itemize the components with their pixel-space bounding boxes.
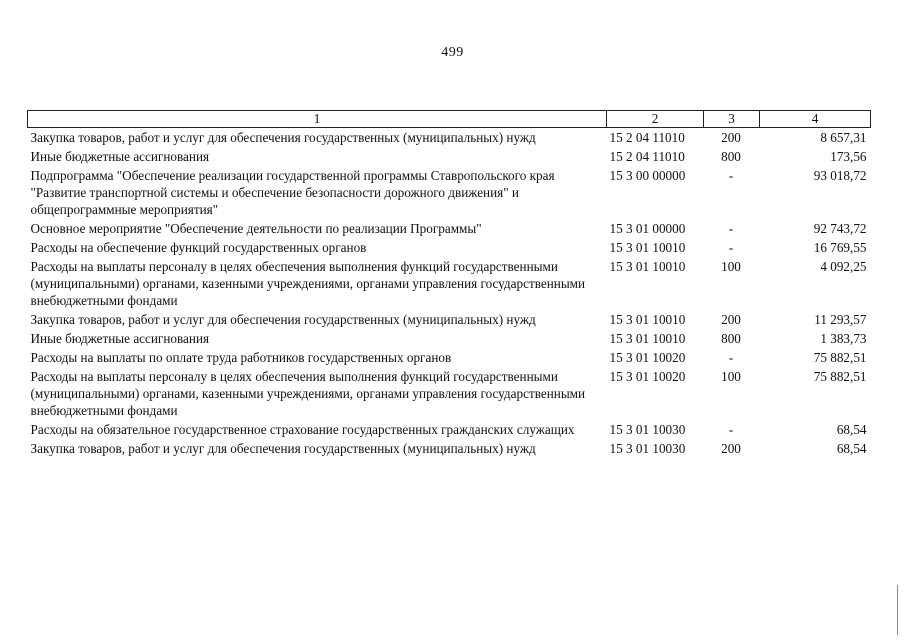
row-amount: 92 743,72 — [813, 221, 867, 236]
row-name: Подпрограмма "Обеспечение реализации государственной программы Ставропольского края "Развитие транспортной системы и обеспечение безопасности дорожного движения" и общепрограммные мероприятия" — [30, 168, 555, 217]
table-row — [28, 128, 871, 148]
table-row — [28, 367, 871, 420]
table-row — [28, 147, 871, 166]
table-header — [28, 111, 871, 128]
scan-edge-mark — [897, 585, 898, 635]
row-type: 800 — [721, 149, 741, 164]
row-type: - — [728, 221, 734, 236]
row-code: 15 3 01 10030 — [609, 422, 686, 437]
table-row — [28, 310, 871, 329]
header-row — [28, 111, 871, 128]
row-type: 800 — [721, 331, 741, 346]
header-col-1: 1 — [28, 111, 607, 128]
header-col-3: 3 — [704, 111, 760, 128]
table-row — [28, 257, 871, 310]
row-type: 200 — [721, 312, 741, 327]
row-code: 15 2 04 11010 — [609, 149, 685, 164]
row-code: 15 3 00 00000 — [609, 168, 686, 183]
row-type: - — [728, 422, 734, 437]
table-row — [28, 219, 871, 238]
page-number: 499 — [441, 45, 464, 60]
table-row — [28, 166, 871, 219]
row-code: 15 2 04 11010 — [609, 130, 685, 145]
row-amount: 1 383,73 — [820, 331, 867, 346]
row-type: 100 — [721, 259, 741, 274]
row-code: 15 3 01 10010 — [609, 240, 686, 255]
row-name: Расходы на выплаты по оплате труда работников государственных органов — [30, 350, 452, 365]
row-type: 100 — [721, 369, 741, 384]
row-code: 15 3 01 10010 — [609, 259, 686, 274]
row-type: 200 — [721, 130, 741, 145]
row-amount: 93 018,72 — [813, 168, 867, 183]
row-amount: 173,56 — [830, 149, 867, 164]
header-col-4: 4 — [760, 111, 871, 128]
row-amount: 11 293,57 — [814, 312, 867, 327]
row-name: Расходы на обеспечение функций государственных органов — [30, 240, 367, 255]
row-amount: 68,54 — [836, 422, 867, 437]
row-amount: 16 769,55 — [813, 240, 867, 255]
row-amount: 4 092,25 — [820, 259, 867, 274]
table-row — [28, 420, 871, 439]
row-name: Иные бюджетные ассигнования — [30, 149, 210, 164]
table-row — [28, 439, 871, 458]
row-name: Закупка товаров, работ и услуг для обеспечения государственных (муниципальных) нужд — [30, 441, 536, 456]
table-row — [28, 238, 871, 257]
budget-table — [27, 110, 871, 458]
table-body — [28, 128, 871, 459]
table-row — [28, 329, 871, 348]
row-type: - — [728, 168, 734, 183]
row-code: 15 3 01 00000 — [609, 221, 686, 236]
header-col-2: 2 — [607, 111, 704, 128]
row-name: Расходы на выплаты персоналу в целях обеспечения выполнения функций государственными (муниципальными) органами, казенными учреждениями, органами управления государственными внебюджетными фондами — [30, 259, 586, 308]
row-name: Закупка товаров, работ и услуг для обеспечения государственных (муниципальных) нужд — [30, 130, 536, 145]
row-type: - — [728, 240, 734, 255]
row-amount: 75 882,51 — [813, 350, 867, 365]
row-code: 15 3 01 10010 — [609, 312, 686, 327]
row-type: 200 — [721, 441, 741, 456]
row-name: Закупка товаров, работ и услуг для обеспечения государственных (муниципальных) нужд — [30, 312, 536, 327]
row-name: Расходы на обязательное государственное страхование государственных гражданских служащих — [30, 422, 575, 437]
row-name: Расходы на выплаты персоналу в целях обеспечения выполнения функций государственными (муниципальными) органами, казенными учреждениями, органами управления государственными внебюджетными фондами — [30, 369, 586, 418]
row-code: 15 3 01 10010 — [609, 331, 686, 346]
row-name: Основное мероприятие "Обеспечение деятельности по реализации Программы" — [30, 221, 482, 236]
row-amount: 8 657,31 — [820, 130, 867, 145]
row-amount: 75 882,51 — [813, 369, 867, 384]
row-code: 15 3 01 10020 — [609, 350, 686, 365]
row-code: 15 3 01 10020 — [609, 369, 686, 384]
row-code: 15 3 01 10030 — [609, 441, 686, 456]
row-name: Иные бюджетные ассигнования — [30, 331, 210, 346]
row-amount: 68,54 — [836, 441, 867, 456]
table-row — [28, 348, 871, 367]
row-type: - — [728, 350, 734, 365]
